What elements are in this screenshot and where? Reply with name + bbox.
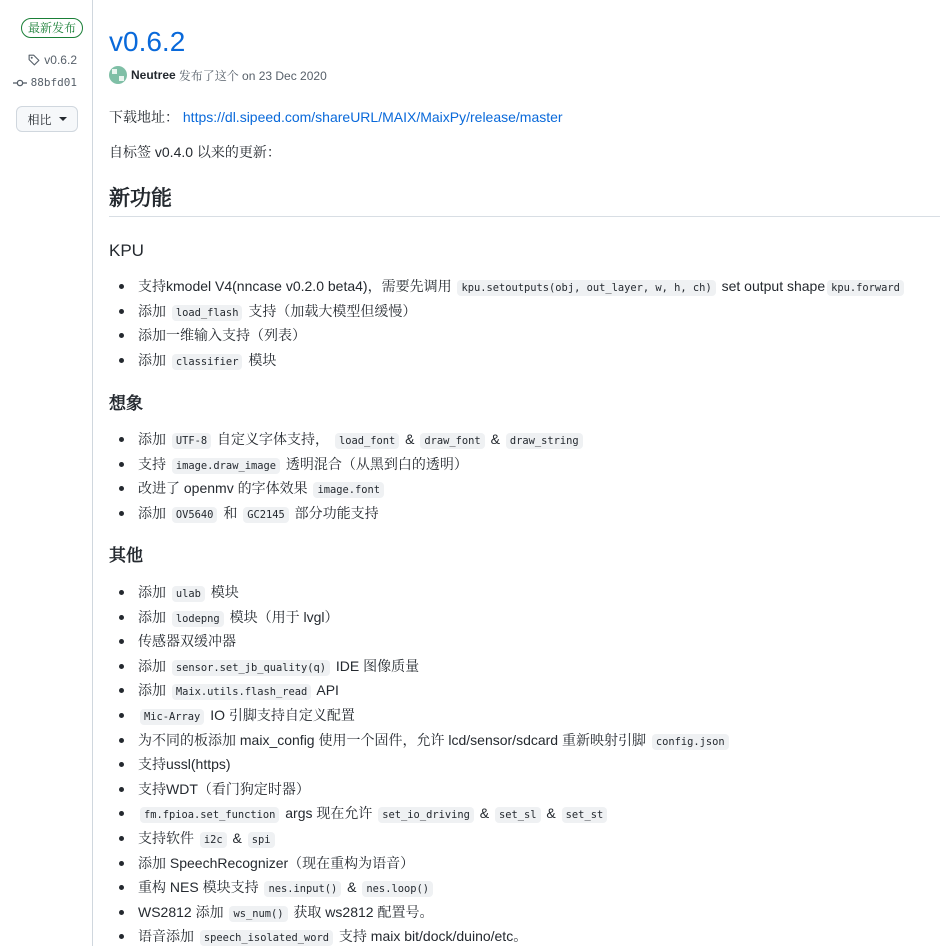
inline-code: classifier <box>172 354 243 370</box>
list-item: 支持软件 i2c & spi <box>109 826 940 851</box>
inline-code: nes.input() <box>264 881 341 897</box>
inline-code: Mic-Array <box>140 709 204 725</box>
inline-code: config.json <box>652 734 729 750</box>
list-item: 添加 sensor.set_jb_quality(q) IDE 图像质量 <box>109 654 940 679</box>
list-item: WS2812 添加 ws_num() 获取 ws2812 配置号。 <box>109 900 940 925</box>
inline-code: speech_isolated_word <box>200 930 333 946</box>
new-features-heading: 新功能 <box>109 187 172 210</box>
list-item: 传感器双缓冲器 <box>109 629 940 654</box>
list-item: 重构 NES 模块支持 nes.input() & nes.loop() <box>109 875 940 900</box>
tag-link[interactable] <box>28 53 77 67</box>
compare-button[interactable] <box>16 106 78 132</box>
release-title[interactable]: v0.6.2 <box>109 26 186 57</box>
inline-code: sensor.set_jb_quality(q) <box>172 660 330 676</box>
image-heading: 想象 <box>109 394 143 413</box>
list-item: 语音添加 speech_isolated_word 支持 maix bit/dock/duino/etc。 <box>109 924 940 946</box>
release-meta <box>109 66 327 84</box>
inline-code: UTF-8 <box>172 433 211 449</box>
image-list <box>109 427 940 525</box>
inline-code: ws_num() <box>229 906 287 922</box>
commit-link[interactable] <box>13 76 77 89</box>
list-item: 为不同的板添加 maix_config 使用一个固件，允许 lcd/sensor/sdcard 重新映射引脚 config.json <box>109 728 940 753</box>
heading-divider <box>109 216 940 217</box>
inline-code: nes.loop() <box>362 881 433 897</box>
author-link[interactable]: Neutree <box>131 68 176 82</box>
inline-code: kpu.setoutputs(obj, out_layer, w, h, ch) <box>457 280 715 296</box>
inline-code: lodepng <box>172 611 224 627</box>
inline-code: load_flash <box>172 305 243 321</box>
chevron-down-icon <box>59 117 67 121</box>
changes-intro: 自标签 v0.4.0 以来的更新： <box>109 144 281 160</box>
list-item: fm.fpioa.set_function args 现在允许 set_io_driving & set_sl & set_st <box>109 801 940 826</box>
kpu-list <box>109 274 940 372</box>
inline-code: i2c <box>200 832 227 848</box>
published-text: 发布了这个 on 23 Dec 2020 <box>178 68 327 83</box>
download-label: 下载地址： <box>109 109 179 125</box>
list-item: 添加 ulab 模块 <box>109 580 940 605</box>
list-item: 支持 image.draw_image 透明混合（从黑到白的透明） <box>109 452 940 477</box>
other-list <box>109 580 940 946</box>
avatar[interactable] <box>109 66 127 84</box>
compare-label: 相比 <box>27 112 52 127</box>
inline-code: Maix.utils.flash_read <box>172 684 311 700</box>
tag-name: v0.6.2 <box>44 53 77 67</box>
inline-code: set_sl <box>495 807 541 823</box>
list-item: 支持WDT（看门狗定时器） <box>109 777 940 802</box>
inline-code: set_st <box>562 807 608 823</box>
list-item: 添加 Maix.utils.flash_read API <box>109 678 940 703</box>
inline-code: set_io_driving <box>378 807 474 823</box>
inline-code: fm.fpioa.set_function <box>140 807 279 823</box>
commit-icon <box>13 78 27 88</box>
list-item: 添加一维输入支持（列表） <box>109 323 940 348</box>
inline-code: draw_font <box>420 433 484 449</box>
inline-code: image.draw_image <box>172 458 280 474</box>
list-item: 添加 load_flash 支持（加载大模型但缓慢） <box>109 299 940 324</box>
list-item: 添加 OV5640 和 GC2145 部分功能支持 <box>109 501 940 526</box>
commit-sha: 88bfd01 <box>30 76 77 89</box>
inline-code: OV5640 <box>172 507 218 523</box>
download-line <box>109 107 563 127</box>
inline-code: load_font <box>335 433 399 449</box>
list-item: 添加 SpeechRecognizer（现在重构为语音） <box>109 851 940 876</box>
inline-code: draw_string <box>506 433 583 449</box>
download-link[interactable]: https://dl.sipeed.com/shareURL/MAIX/MaixPy/release/master <box>182 109 563 125</box>
other-heading: 其他 <box>109 546 143 565</box>
inline-code: GC2145 <box>243 507 289 523</box>
list-item: 添加 UTF-8 自定义字体支持， load_font & draw_font & draw_string <box>109 427 940 452</box>
list-item: 支持kmodel V4(nncase v0.2.0 beta4)，需要先调用 kpu.setoutputs(obj, out_layer, w, h, ch) set output shape kpu.forward <box>109 274 940 299</box>
release-sidebar <box>0 0 93 946</box>
list-item: Mic-Array IO 引脚支持自定义配置 <box>109 703 940 728</box>
list-item: 改进了 openmv 的字体效果 image.font <box>109 476 940 501</box>
inline-code: kpu.forward <box>827 280 904 296</box>
list-item: 支持ussl(https) <box>109 752 940 777</box>
inline-code: spi <box>248 832 275 848</box>
list-item: 添加 classifier 模块 <box>109 348 940 373</box>
latest-release-badge: 最新发布 <box>21 18 83 38</box>
tag-icon <box>28 54 40 66</box>
inline-code: ulab <box>172 586 205 602</box>
inline-code: image.font <box>313 482 384 498</box>
kpu-heading: KPU <box>109 241 144 260</box>
list-item: 添加 lodepng 模块（用于 lvgl） <box>109 605 940 630</box>
